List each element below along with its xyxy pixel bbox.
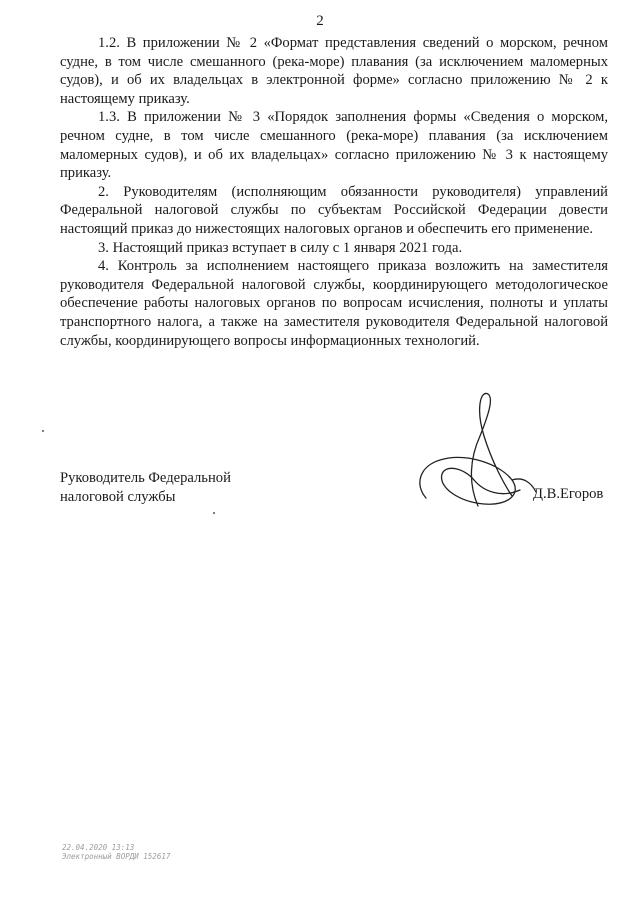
page-number: 2 [316, 13, 324, 29]
stamp-line-2: Электронный ВОРДИ 152617 [62, 852, 171, 861]
scan-dot [42, 430, 44, 432]
stamp-line-1: 22.04.2020 13:13 [62, 843, 135, 852]
signer-name: Д.В.Егоров [533, 486, 604, 502]
paragraph-3: 3. Настоящий приказ вступает в силу с 1 января 2021 года. [98, 239, 463, 256]
electronic-stamp [62, 843, 170, 861]
paragraph-1-2: 1.2. В приложении № 2 «Формат представления сведений о морском, речном судне, в том числе смешанного (река-море) плавания (за исключением маломерных судов), и об их владельцах в электронной форме» согласно приложению № 2 к настоящему приказу. [60, 35, 608, 107]
signer-position-line-2: налоговой службы [60, 489, 176, 505]
paragraph-4: 4. Контроль за исполнением настоящего приказа возложить на заместителя руководителя Федеральной налоговой службы, координирующего методологическое обеспечение работы налоговых органов по вопросам исчисления, полноты и уплаты транспортного налога, а также на заместителя руководителя Федеральной налоговой службы, координирующего вопросы информационных технологий. [60, 258, 608, 349]
signer-position-line-1: Руководитель Федеральной [60, 470, 231, 486]
paragraph-1-3: 1.3. В приложении № 3 «Порядок заполнения формы «Сведения о морском, речном судне, в том числе смешанного (река-море) плавания (за исключением маломерных судов), и об их владельцах» согласно приложению № 3 к настоящему приказу. [60, 109, 608, 182]
document-body [60, 34, 608, 350]
signer-position [60, 469, 231, 507]
scan-dot [213, 512, 215, 514]
paragraph-2: 2. Руководителям (исполняющим обязанности руководителя) управлений Федеральной налоговой службы по субъектам Российской Федерации довести настоящий приказ до нижестоящих налоговых органов и обеспечить его применение. [60, 183, 608, 237]
